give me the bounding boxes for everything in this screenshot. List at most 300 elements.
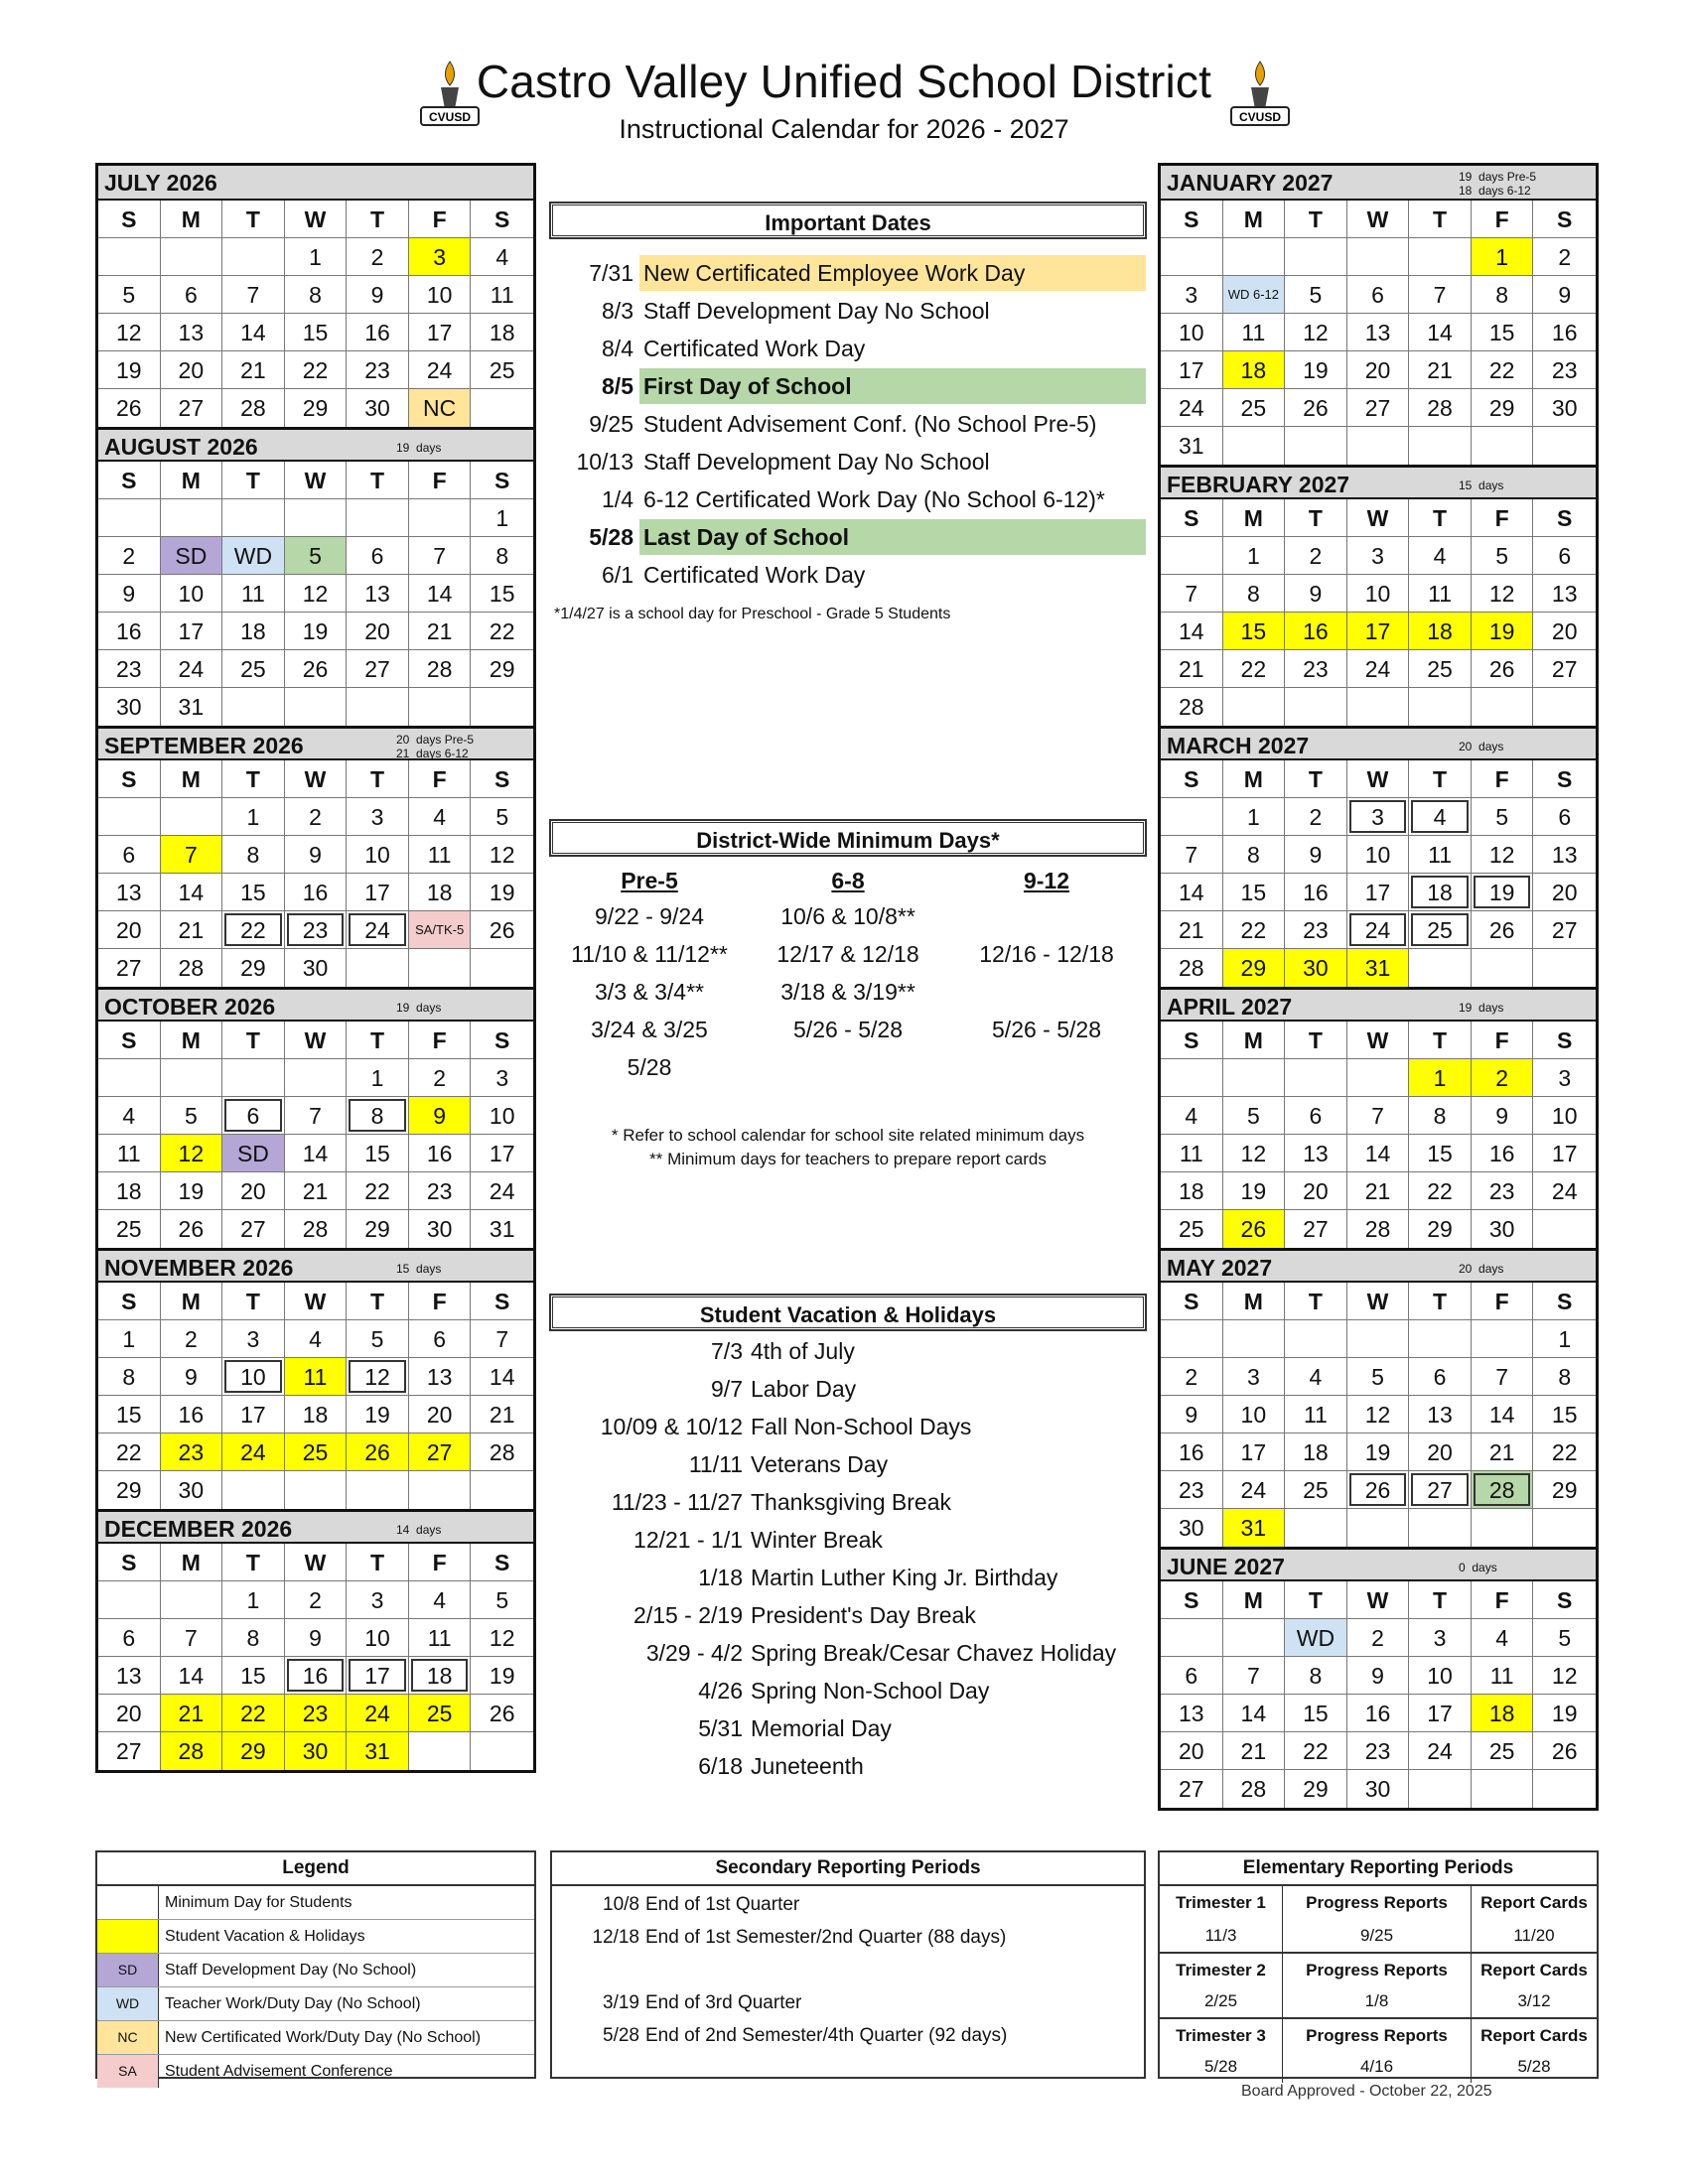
weekday-header: T: [347, 760, 409, 798]
important-date: 8/4: [602, 335, 633, 361]
day-cell: 11: [1223, 314, 1286, 351]
month-block: [1158, 1547, 1599, 1811]
weekday-header: M: [161, 1283, 223, 1320]
day-cell: 23: [347, 351, 409, 389]
day-cell: 8: [285, 276, 348, 314]
vacation-text: Winter Break: [751, 1526, 883, 1553]
day-cell: 27: [98, 1732, 161, 1770]
minimum-days-column-header: 6-8: [831, 868, 865, 893]
secondary-reporting-text: End of 1st Semester/2nd Quarter (88 days): [645, 1926, 1007, 1948]
day-cell: 14: [161, 874, 223, 911]
day-cell: 22: [1533, 1433, 1596, 1471]
vacation-row: [550, 1483, 1146, 1521]
day-cell: 20: [1285, 1172, 1347, 1210]
elementary-header-cell: Report Cards: [1472, 2017, 1597, 2050]
day-cell: 1: [285, 238, 348, 276]
weekday-header: F: [1472, 1022, 1534, 1059]
day-cell: 17: [347, 874, 409, 911]
weekday-header: M: [161, 201, 223, 238]
right-calendar-column: [1158, 163, 1599, 1811]
day-cell: 5: [1347, 1358, 1410, 1396]
day-cell: 11: [222, 575, 285, 613]
day-cell: 5: [161, 1097, 223, 1135]
day-cell: 7: [409, 537, 472, 575]
day-cell: [222, 688, 285, 726]
day-cell: 23: [1472, 1172, 1534, 1210]
weekday-header: T: [1285, 201, 1347, 238]
elementary-header-cell: Progress Reports: [1283, 1886, 1472, 1919]
elementary-value-cell: 2/25: [1160, 1984, 1283, 2017]
weekday-header: S: [98, 462, 161, 499]
day-cell: 17: [1347, 613, 1410, 650]
day-cell: 21: [1347, 1172, 1410, 1210]
day-cell: [409, 1732, 472, 1770]
day-cell: 25: [222, 650, 285, 688]
middle-column: [550, 203, 1146, 1785]
important-date-row: [550, 367, 1146, 405]
minimum-day-cell: 11/10 & 11/12**: [571, 940, 728, 967]
vacation-text: Juneteenth: [751, 1752, 864, 1779]
day-cell: [1223, 1320, 1286, 1358]
vacation-date: 11/23 - 11/27: [611, 1488, 743, 1515]
month-block: [1158, 163, 1599, 465]
day-cell: [161, 1581, 223, 1619]
legend-row: [97, 1987, 534, 2021]
day-cell: 28: [409, 650, 472, 688]
vacation-row: [550, 1747, 1146, 1785]
month-header: [1161, 166, 1596, 201]
day-cell: 8: [1223, 575, 1286, 613]
day-cell: 14: [409, 575, 472, 613]
day-cell: SA/TK-5: [409, 911, 472, 949]
day-cell: 9: [1285, 836, 1347, 874]
vacation-text: 4th of July: [751, 1337, 855, 1364]
day-cell: 25: [1285, 1471, 1347, 1509]
day-cell: 18: [1409, 874, 1472, 911]
weekday-header: F: [409, 1544, 472, 1581]
day-cell: [98, 798, 161, 836]
day-cell: 5: [98, 276, 161, 314]
day-cell: 2: [1533, 238, 1596, 276]
weekday-header: T: [222, 760, 285, 798]
weekday-header: S: [1533, 760, 1596, 798]
month-name: MARCH 2027: [1167, 733, 1310, 758]
weekday-header: T: [1285, 499, 1347, 537]
legend-text: Staff Development Day (No School): [165, 1961, 417, 1979]
day-cell: 25: [1223, 389, 1286, 427]
legend-swatch: [97, 1920, 159, 1953]
day-cell: [1223, 1059, 1286, 1097]
day-cell: 23: [1285, 911, 1347, 949]
day-cell: 18: [409, 1657, 472, 1695]
day-cell: 3: [1161, 276, 1223, 314]
month-block: [95, 1509, 536, 1773]
month-header: [98, 427, 533, 462]
month-name: NOVEMBER 2026: [104, 1255, 294, 1281]
day-cell: [161, 1059, 223, 1097]
day-cell: [285, 1471, 348, 1509]
day-cell: [1472, 1770, 1534, 1808]
month-day-count: 20 days: [1459, 1261, 1504, 1276]
weekday-header: T: [347, 201, 409, 238]
day-cell: 7: [1347, 1097, 1410, 1135]
day-cell: 6: [98, 836, 161, 874]
day-cell: 5: [471, 1581, 533, 1619]
month-name: MAY 2027: [1167, 1255, 1273, 1281]
day-cell: 29: [347, 1210, 409, 1248]
legend-text: Student Vacation & Holidays: [165, 1927, 365, 1945]
day-cell: 20: [1161, 1732, 1223, 1770]
day-cell: [1223, 238, 1286, 276]
month-block: [95, 1248, 536, 1509]
day-cell: [1533, 1509, 1596, 1547]
day-cell: 27: [409, 1433, 472, 1471]
day-cell: [1285, 427, 1347, 465]
month-day-count: 15 days: [1459, 478, 1504, 492]
day-cell: 20: [98, 1695, 161, 1732]
day-cell: 16: [1285, 613, 1347, 650]
weekday-header: T: [1409, 1283, 1472, 1320]
day-cell: 26: [1472, 911, 1534, 949]
day-cell: 19: [1285, 351, 1347, 389]
day-cell: [1223, 688, 1286, 726]
day-cell: [1347, 238, 1410, 276]
weekday-header: M: [1223, 201, 1286, 238]
day-cell: [98, 499, 161, 537]
day-cell: 1: [98, 1320, 161, 1358]
day-cell: 7: [1409, 276, 1472, 314]
day-cell: 4: [1472, 1619, 1534, 1657]
left-calendar-column: [95, 163, 536, 1773]
day-cell: [1161, 798, 1223, 836]
day-cell: 7: [161, 1619, 223, 1657]
weekday-header: S: [471, 760, 533, 798]
weekday-header: S: [1533, 1581, 1596, 1619]
day-cell: 10: [1223, 1396, 1286, 1433]
day-cell: 28: [1161, 688, 1223, 726]
weekday-header: T: [347, 1544, 409, 1581]
day-cell: 14: [1409, 314, 1472, 351]
day-cell: 5: [347, 1320, 409, 1358]
month-grid: [98, 1544, 533, 1770]
elementary-header-cell: Report Cards: [1472, 1952, 1597, 1984]
day-cell: 26: [285, 650, 348, 688]
day-cell: 15: [1223, 613, 1286, 650]
day-cell: 19: [1223, 1172, 1286, 1210]
day-cell: 22: [1223, 911, 1286, 949]
important-date: 1/4: [602, 485, 633, 512]
day-cell: 8: [98, 1358, 161, 1396]
important-date-text: Certificated Work Day: [643, 562, 866, 588]
weekday-header: M: [1223, 1283, 1286, 1320]
month-name: DECEMBER 2026: [104, 1516, 293, 1542]
elementary-value-cell: 9/25: [1283, 1919, 1472, 1952]
important-date-row: [550, 292, 1146, 330]
important-dates-note: *1/4/27 is a school day for Preschool - Grade 5 Students: [554, 606, 951, 622]
day-cell: [409, 688, 472, 726]
day-cell: [1161, 1059, 1223, 1097]
important-date-row: [550, 556, 1146, 594]
day-cell: 12: [471, 836, 533, 874]
day-cell: 5: [1533, 1619, 1596, 1657]
month-header: [98, 166, 533, 201]
day-cell: 24: [222, 1433, 285, 1471]
weekday-header: M: [1223, 1022, 1286, 1059]
day-cell: 17: [1223, 1433, 1286, 1471]
day-cell: 10: [1409, 1657, 1472, 1695]
day-cell: 12: [1285, 314, 1347, 351]
day-cell: [1161, 537, 1223, 575]
weekday-header: T: [222, 1544, 285, 1581]
legend-list: [97, 1886, 534, 2088]
day-cell: WD: [222, 537, 285, 575]
day-cell: 2: [409, 1059, 472, 1097]
day-cell: 16: [1347, 1695, 1410, 1732]
minimum-days-row: [550, 897, 1146, 935]
day-cell: 4: [1409, 798, 1472, 836]
day-cell: 15: [1533, 1396, 1596, 1433]
vacation-row: [550, 1370, 1146, 1408]
day-cell: 17: [1347, 874, 1410, 911]
day-cell: 27: [222, 1210, 285, 1248]
day-cell: 10: [347, 836, 409, 874]
weekday-header: F: [1472, 760, 1534, 798]
day-cell: 19: [1347, 1433, 1410, 1471]
day-cell: 26: [347, 1433, 409, 1471]
day-cell: [1285, 1320, 1347, 1358]
day-cell: 11: [409, 1619, 472, 1657]
day-cell: [1472, 1320, 1534, 1358]
vacation-date: 2/15 - 2/19: [633, 1601, 743, 1628]
day-cell: 19: [1472, 874, 1534, 911]
day-cell: 8: [222, 1619, 285, 1657]
day-cell: [409, 1471, 472, 1509]
legend-swatch: WD: [97, 1987, 159, 2020]
day-cell: 6: [222, 1097, 285, 1135]
vacation-row: [550, 1709, 1146, 1747]
weekday-header: S: [98, 1544, 161, 1581]
day-cell: [1347, 1059, 1410, 1097]
day-cell: 19: [98, 351, 161, 389]
day-cell: 12: [1472, 575, 1534, 613]
legend-text: Teacher Work/Duty Day (No School): [165, 1994, 421, 2012]
elementary-value-cell: 1/8: [1283, 1984, 1472, 2017]
day-cell: 13: [161, 314, 223, 351]
day-cell: 8: [1472, 276, 1534, 314]
day-cell: 19: [285, 613, 348, 650]
day-cell: 22: [1223, 650, 1286, 688]
day-cell: [1409, 238, 1472, 276]
day-cell: 2: [1472, 1059, 1534, 1097]
day-cell: 23: [98, 650, 161, 688]
weekday-header: S: [1161, 1581, 1223, 1619]
svg-text:CVUSD: CVUSD: [1238, 110, 1282, 124]
day-cell: 15: [1472, 314, 1534, 351]
day-cell: 2: [347, 238, 409, 276]
day-cell: 18: [1161, 1172, 1223, 1210]
secondary-reporting-date: 3/19: [603, 1991, 639, 2013]
important-date-row: [550, 330, 1146, 367]
day-cell: 24: [1533, 1172, 1596, 1210]
elementary-header-cell: Report Cards: [1480, 1893, 1588, 1912]
day-cell: 30: [409, 1210, 472, 1248]
important-date-row: [550, 254, 1146, 292]
day-cell: 25: [471, 351, 533, 389]
important-date-text: Last Day of School: [639, 519, 1146, 555]
day-cell: 28: [1347, 1210, 1410, 1248]
day-cell: 23: [285, 911, 348, 949]
secondary-reporting-date: 12/18: [592, 1926, 639, 1948]
day-cell: 4: [1409, 537, 1472, 575]
day-cell: 24: [347, 1695, 409, 1732]
day-cell: 28: [1409, 389, 1472, 427]
day-cell: 6: [1533, 537, 1596, 575]
month-name: OCTOBER 2026: [104, 994, 276, 1020]
day-cell: 21: [409, 613, 472, 650]
day-cell: [285, 688, 348, 726]
month-grid: [98, 462, 533, 726]
day-cell: 18: [1409, 613, 1472, 650]
important-date: 8/3: [602, 297, 633, 324]
day-cell: 3: [1347, 537, 1410, 575]
day-cell: 15: [1409, 1135, 1472, 1172]
day-cell: 28: [285, 1210, 348, 1248]
day-cell: 30: [285, 949, 348, 987]
day-cell: 19: [161, 1172, 223, 1210]
weekday-header: W: [285, 1283, 348, 1320]
day-cell: 11: [471, 276, 533, 314]
day-cell: 3: [347, 798, 409, 836]
day-cell: 4: [471, 238, 533, 276]
minimum-days-column-header: Pre-5: [621, 868, 678, 893]
day-cell: 26: [1472, 650, 1534, 688]
day-cell: 3: [409, 238, 472, 276]
day-cell: [1285, 688, 1347, 726]
day-cell: 8: [1285, 1657, 1347, 1695]
important-date-text: First Day of School: [639, 368, 1146, 404]
day-cell: [1223, 1619, 1286, 1657]
day-cell: 14: [285, 1135, 348, 1172]
vacation-date: 9/7: [711, 1375, 743, 1402]
day-cell: [222, 499, 285, 537]
day-cell: 8: [1533, 1358, 1596, 1396]
day-cell: 12: [471, 1619, 533, 1657]
legend-swatch: SA: [97, 2055, 159, 2088]
day-cell: 1: [222, 1581, 285, 1619]
day-cell: 16: [1472, 1135, 1534, 1172]
day-cell: 8: [222, 836, 285, 874]
day-cell: 10: [1161, 314, 1223, 351]
day-cell: 9: [98, 575, 161, 613]
day-cell: 12: [161, 1135, 223, 1172]
weekday-header: S: [1161, 760, 1223, 798]
day-cell: 30: [1285, 949, 1347, 987]
day-cell: 9: [161, 1358, 223, 1396]
day-cell: 24: [409, 351, 472, 389]
month-header: [1161, 1547, 1596, 1581]
day-cell: 6: [409, 1320, 472, 1358]
weekday-header: W: [285, 1544, 348, 1581]
day-cell: 10: [161, 575, 223, 613]
day-cell: 16: [347, 314, 409, 351]
day-cell: [285, 1059, 348, 1097]
weekday-header: S: [471, 1544, 533, 1581]
vacation-text: Spring Non-School Day: [751, 1677, 990, 1704]
day-cell: 25: [285, 1433, 348, 1471]
elementary-header-cell: Progress Reports: [1283, 2017, 1472, 2050]
day-cell: 18: [285, 1396, 348, 1433]
month-name: JANUARY 2027: [1167, 170, 1334, 196]
weekday-header: T: [1409, 1581, 1472, 1619]
day-cell: 27: [1533, 911, 1596, 949]
weekday-header: S: [98, 760, 161, 798]
day-cell: 10: [1347, 575, 1410, 613]
day-cell: 29: [1285, 1770, 1347, 1808]
month-block: [95, 726, 536, 987]
day-cell: 16: [285, 874, 348, 911]
page-subtitle: Instructional Calendar for 2026 - 2027: [619, 114, 1069, 144]
minimum-day-cell: 10/6 & 10/8**: [780, 902, 915, 929]
weekday-header: S: [1161, 499, 1223, 537]
day-cell: 3: [1409, 1619, 1472, 1657]
month-block: [95, 427, 536, 726]
day-cell: 19: [347, 1396, 409, 1433]
month-block: [95, 987, 536, 1248]
day-cell: SD: [222, 1135, 285, 1172]
day-cell: 6: [1533, 798, 1596, 836]
day-cell: [1472, 1509, 1534, 1547]
day-cell: 6: [1161, 1657, 1223, 1695]
day-cell: 14: [1161, 613, 1223, 650]
weekday-header: S: [1161, 1022, 1223, 1059]
day-cell: 12: [1223, 1135, 1286, 1172]
day-cell: 2: [1285, 537, 1347, 575]
day-cell: 26: [1223, 1210, 1286, 1248]
day-cell: 30: [1347, 1770, 1410, 1808]
day-cell: [285, 499, 348, 537]
vacation-date: 5/31: [698, 1714, 743, 1741]
day-cell: 24: [347, 911, 409, 949]
day-cell: 3: [1347, 798, 1410, 836]
day-cell: 29: [222, 949, 285, 987]
day-cell: 13: [1409, 1396, 1472, 1433]
month-grid: [98, 1022, 533, 1248]
weekday-header: S: [1161, 1283, 1223, 1320]
month-name: JUNE 2027: [1167, 1554, 1285, 1579]
day-cell: 25: [1409, 911, 1472, 949]
minimum-day-cell: 3/18 & 3/19**: [780, 978, 915, 1005]
day-cell: 21: [471, 1396, 533, 1433]
important-date: 9/25: [589, 410, 633, 437]
day-cell: 9: [1161, 1396, 1223, 1433]
day-cell: 8: [347, 1097, 409, 1135]
day-cell: 6: [1347, 276, 1410, 314]
important-date-row: [550, 480, 1146, 518]
day-cell: 14: [161, 1657, 223, 1695]
month-day-count: 20 days: [1459, 739, 1504, 753]
weekday-header: S: [471, 201, 533, 238]
day-cell: 7: [161, 836, 223, 874]
day-cell: 16: [1533, 314, 1596, 351]
day-cell: 23: [285, 1695, 348, 1732]
elementary-value-cell: 5/28: [1517, 2057, 1551, 2076]
secondary-reporting-box: [550, 1850, 1146, 2079]
day-cell: 20: [161, 351, 223, 389]
day-cell: 26: [98, 389, 161, 427]
day-cell: 12: [1472, 836, 1534, 874]
day-cell: 17: [409, 314, 472, 351]
weekday-header: S: [471, 462, 533, 499]
